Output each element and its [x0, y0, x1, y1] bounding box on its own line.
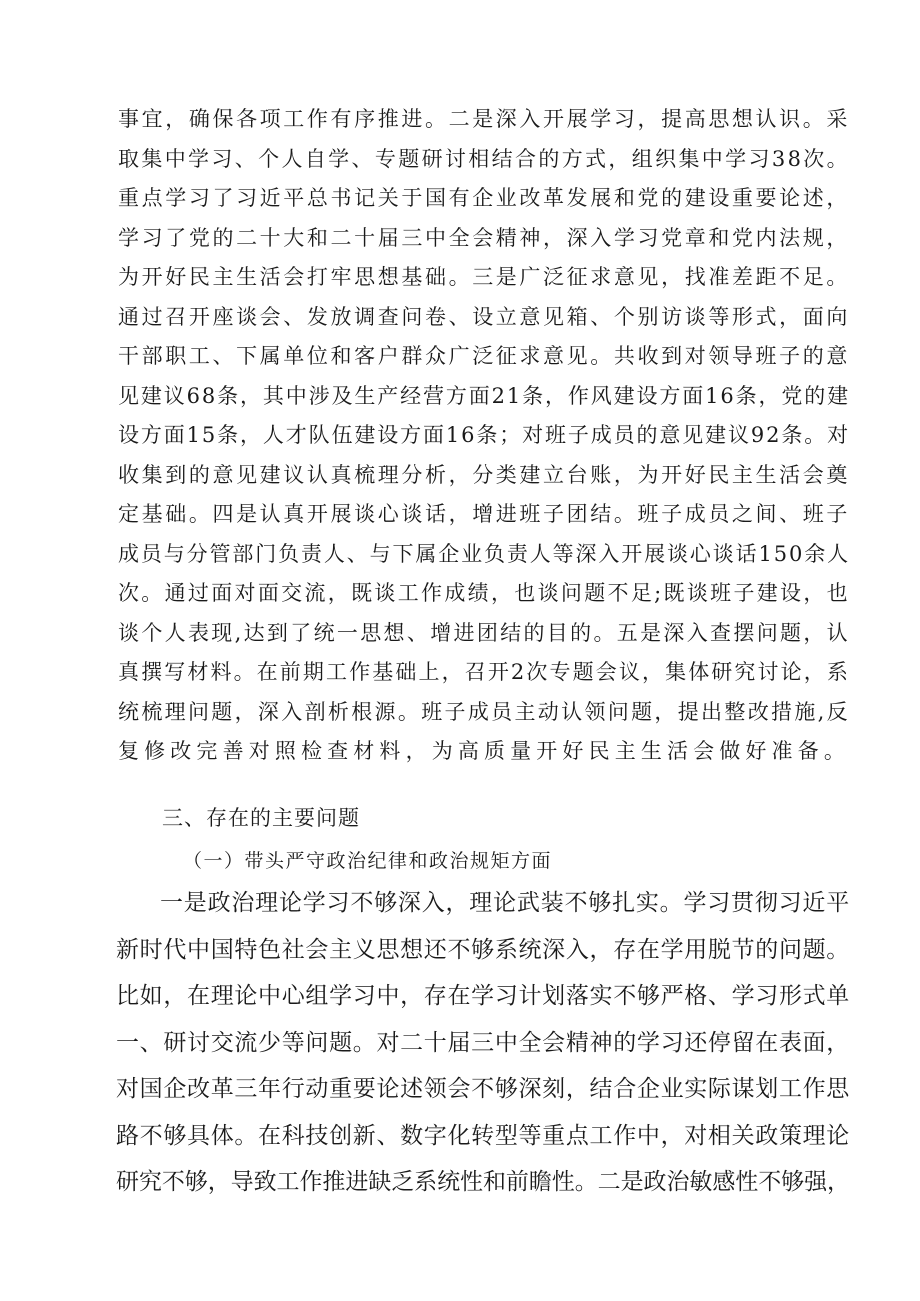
body-line: 重点学习了习近平总书记关于国有企业改革发展和党的建设重要论述，	[118, 186, 850, 210]
body-line: 设方面15条，人才队伍建设方面16条；对班子成员的意见建议92条。对	[118, 423, 850, 447]
body-line: 学习了党的二十大和二十届三中全会精神，深入学习党章和党内法规，	[118, 225, 850, 250]
body-line: 统梳理问题，深入剖析根源。班子成员主动认领问题，提出整改措施,反	[118, 699, 850, 724]
problem-line: 比如，在理论中心组学习中，存在学习计划落实不够严格、学习形式单	[116, 983, 850, 1009]
subsection-one-heading: （一）带头严守政治纪律和政治规矩方面	[183, 850, 553, 872]
body-line: 收集到的意见建议认真梳理分析，分类建立台账，为开好民主生活会奠	[118, 462, 850, 487]
body-line: 成员与分管部门负责人、与下属企业负责人等深入开展谈心谈话150余人	[118, 541, 850, 566]
section-three-heading: 三、存在的主要问题	[162, 806, 360, 830]
body-line: 谈个人表现,达到了统一思想、增进团结的目的。五是深入查摆问题，认	[118, 620, 850, 645]
body-line: 为开好民主生活会打牢思想基础。三是广泛征求意见，找准差距不足。	[118, 265, 850, 289]
body-line: 事宜，确保各项工作有序推进。二是深入开展学习，提高思想认识。采	[118, 107, 850, 131]
problem-line: 路不够具体。在科技创新、数字化转型等重点工作中，对相关政策理论	[116, 1122, 850, 1149]
problem-line: 一是政治理论学习不够深入，理论武装不够扎实。学习贯彻习近平	[160, 890, 850, 916]
body-line: 复修改完善对照检查材料，为高质量开好民主生活会做好准备。	[118, 739, 850, 763]
problem-line: 新时代中国特色社会主义思想还不够系统深入，存在学用脱节的问题。	[116, 936, 850, 963]
body-line: 见建议68条，其中涉及生产经营方面21条，作风建设方面16条，党的建	[118, 383, 850, 408]
body-line: 次。通过面对面交流，既谈工作成绩，也谈问题不足;既谈班子建设，也	[118, 581, 850, 605]
problem-line: 研究不够，导致工作推进缺乏系统性和前瞻性。二是政治敏感性不够强，	[116, 1169, 850, 1195]
body-line: 取集中学习、个人自学、专题研讨相结合的方式，组织集中学习38次。	[118, 146, 850, 171]
body-line: 定基础。四是认真开展谈心谈话，增进班子团结。班子成员之间、班子	[118, 502, 850, 526]
body-line: 干部职工、下属单位和客户群众广泛征求意见。共收到对领导班子的意	[118, 344, 850, 368]
body-line: 通过召开座谈会、发放调查问卷、设立意见箱、个别访谈等形式，面向	[118, 304, 850, 329]
problem-line: 对国企改革三年行动重要论述领会不够深刻，结合企业实际谋划工作思	[116, 1076, 850, 1102]
body-line: 真撰写材料。在前期工作基础上，召开2次专题会议，集体研究讨论，系	[118, 660, 850, 684]
problem-line: 一、研讨交流少等问题。对二十届三中全会精神的学习还停留在表面，	[116, 1029, 850, 1056]
